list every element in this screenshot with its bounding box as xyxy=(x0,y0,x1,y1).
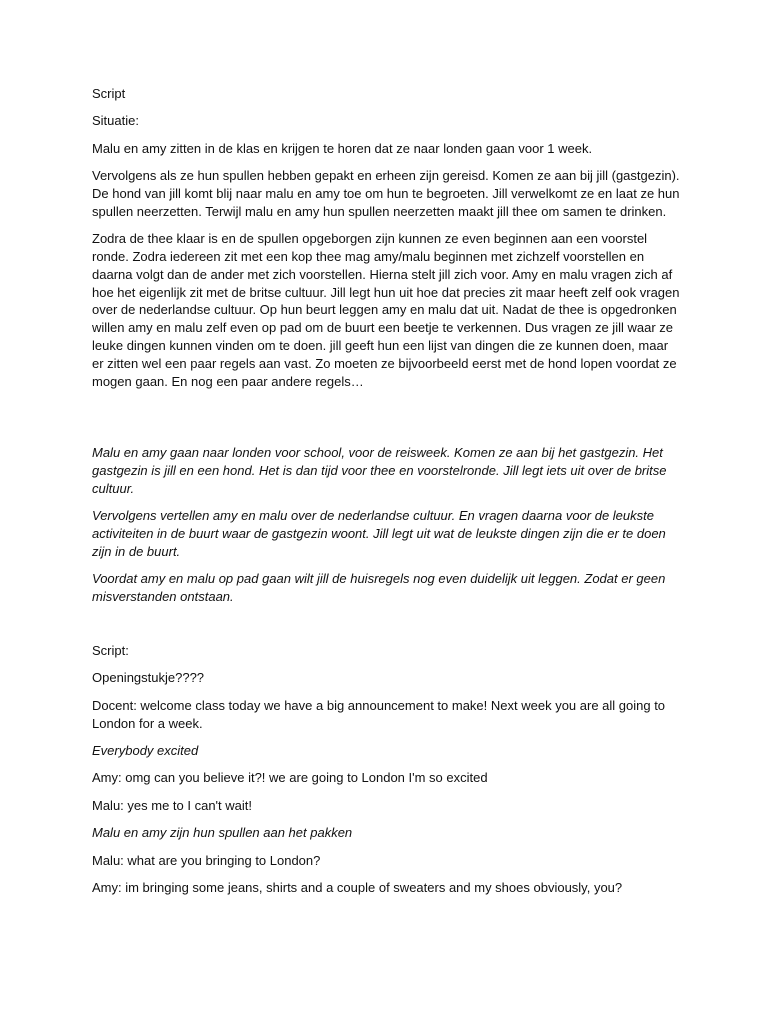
spacer xyxy=(92,615,680,642)
stage-direction: Everybody excited xyxy=(92,743,199,759)
document-body xyxy=(92,85,680,906)
summary-paragraph: Vervolgens vertellen amy en malu over de nederlandse cultuur. En vragen daarna voor de leukste activiteiten in de buurt waar de gastgezin woont. Jill legt uit wat de leukste dingen zijn die er te doen zijn in de buurt. xyxy=(92,507,666,559)
paragraph: Vervolgens als ze hun spullen hebben gepakt en erheen zijn gereisd. Komen ze aan bij jill (gastgezin). De hond van jill komt blij naar malu en amy toe om hun te begroeten. Jill verwelkomt ze en laat ze hun spullen neerzetten. Terwijl malu en amy hun spullen neerzetten maakt jill thee om samen te drinken. xyxy=(92,168,680,219)
summary-paragraph: Malu en amy gaan naar londen voor school, voor de reisweek. Komen ze aan bij het gastgezin. Het gastgezin is jill en een hond. Het is dan tijd voor thee en voorstelronde. Jill legt iets uit over de britse cultuur. xyxy=(92,444,667,496)
dialogue-line: Malu: yes me to I can't wait! xyxy=(92,797,252,813)
script-heading: Script: xyxy=(92,643,129,659)
stage-direction: Malu en amy zijn hun spullen aan het pakken xyxy=(92,825,353,841)
dialogue-line: Amy: im bringing some jeans, shirts and a couple of sweaters and my shoes obviously, you? xyxy=(92,880,623,895)
spacer xyxy=(92,400,680,444)
dialogue-line: Docent: welcome class today we have a big announcement to make! Next week you are all going to London for a week. xyxy=(92,697,666,731)
opening-line: Openingstukje???? xyxy=(92,670,205,686)
dialogue-line: Amy: omg can you believe it?! we are going to London I'm so excited xyxy=(92,770,488,786)
summary-paragraph: Voordat amy en malu op pad gaan wilt jill de huisregels nog even duidelijk uit leggen. Zodat er geen misverstanden ontstaan. xyxy=(92,570,666,604)
paragraph: Malu en amy zitten in de klas en krijgen te horen dat ze naar londen gaan voor 1 week. xyxy=(92,140,593,156)
script-heading: Script xyxy=(92,86,126,101)
dialogue-line: Malu: what are you bringing to London? xyxy=(92,852,321,868)
situation-label: Situatie: xyxy=(92,113,139,129)
paragraph: Zodra de thee klaar is en de spullen opgeborgen zijn kunnen ze even beginnen aan een voorstel ronde. Zodra iedereen zit met een kop thee mag amy/malu beginnen met zichzelf voorstellen en daarna volgt dan de ander met zich voorstellen. Hierna stelt jill zich voor. Amy en malu vragen zich af hoe het eigenlijk zit met de britse cultuur. Jill legt hun uit hoe dat precies zit maar heeft zelf ook vragen over de nederlandse cultuur. Op hun beurt leggen amy en malu dat uit. Nadat de thee is opgedronken willen amy en malu zelf even op pad om de buurt een beetje te verkennen. Dus vragen ze jill waar ze leuke dingen kunnen vinden om te doen. jill geeft hun een lijst van dingen die ze kunnen doen, maar er zitten wel een paar regels aan vast. Zo moeten ze bijvoorbeeld eerst met de hond lopen voordat ze mogen gaan. En nog een paar andere regels… xyxy=(92,231,680,389)
